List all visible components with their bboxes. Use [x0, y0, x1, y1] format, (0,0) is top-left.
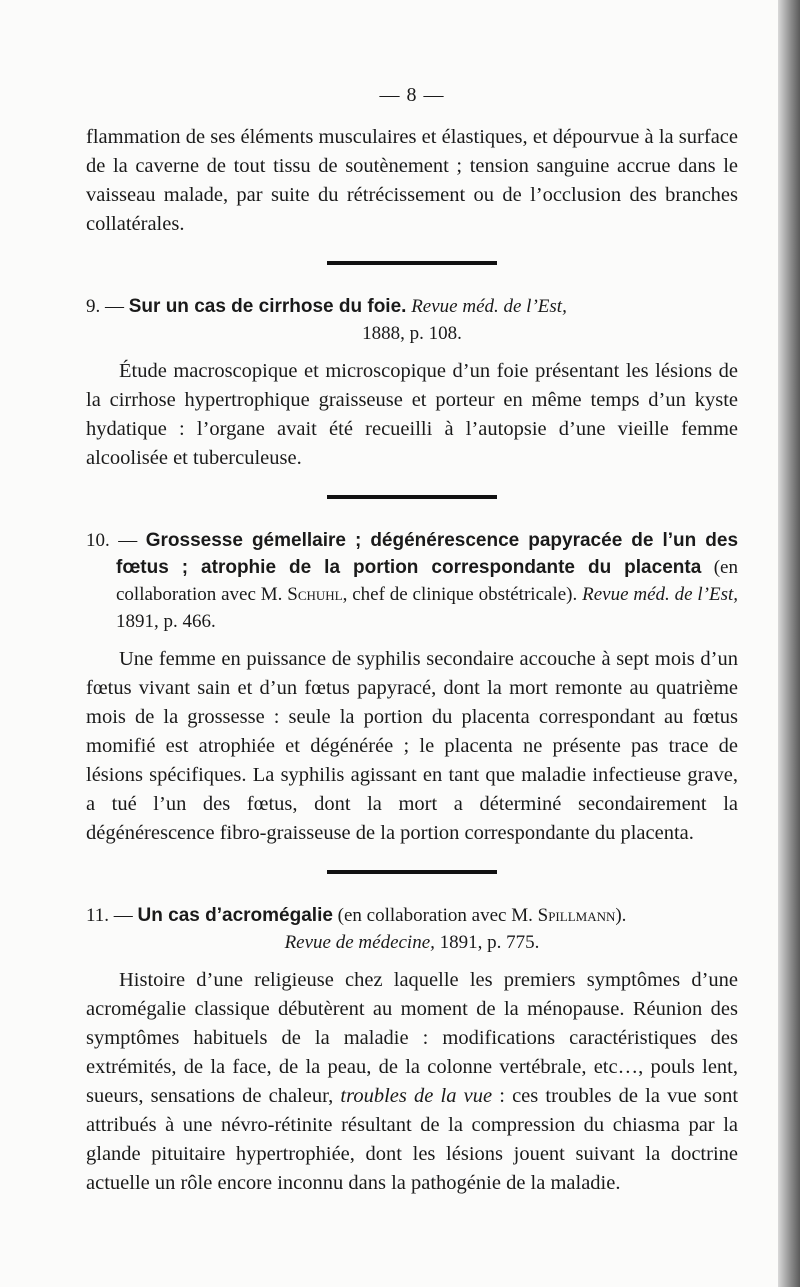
entry-10-number: 10. —	[86, 530, 138, 551]
entry-11-body-part2: : ces troubles de la vue sont attribués à une névro-rétinite résultant de la compression du chiasma par la glande pituitaire hypertrophiée, dont les lésions jouent suivant la doctrine actuelle un rôle encore inconnu dans la pathogénie de la maladie.	[86, 1085, 739, 1194]
entry-11-body-part1: Histoire d’une religieuse chez laquelle les premiers symptômes d’une acromégalie classique débutèrent au moment de la ménopause. Réunion des symptômes habituels de la maladie : modifications caractéristiques des extrémités, de la face, de la peau, de la colonne vertébrale, etc…, pouls lent, sueurs, sensations de chaleur,	[86, 969, 738, 1107]
entry-11-collab-name: Spillmann).	[537, 905, 627, 926]
page-number: — 8 —	[379, 84, 445, 106]
entry-9-number: 9. —	[86, 296, 124, 317]
entry-11-body	[86, 966, 738, 1198]
entry-9-journal: Revue méd. de l’Est,	[411, 296, 567, 317]
scan-edge-shadow	[778, 0, 800, 1287]
entry-9	[86, 293, 738, 473]
entry-10-body: Une femme en puissance de syphilis secondaire accouche à sept mois d’un fœtus vivant sain et d’un fœtus papyracé, dont la mort remonte au quatrième mois de la grossesse : seule la portion du placenta correspondant au fœtus momifié est atrophiée et dégénérée ; le placenta ne présente pas trace de lésions spécifiques. La syphilis agissant en tant que maladie infectieuse grave, a tué l’un des fœtus, dont la mort a déterminé secondairement la dégénérescence fibro-graisseuse de la portion correspondante du placenta.	[86, 648, 738, 844]
entry-10-collab-suffix: chef de clinique obstétricale).	[352, 584, 578, 605]
entry-11-collab-prefix: (en collaboration avec M.	[337, 905, 533, 926]
intro-paragraph: flammation de ses éléments musculaires et élastiques, et dépourvue à la surface de la caverne de tout tissu de soutènement ; tension sanguine accrue dans le vaisseau malade, par suite du rétrécissement ou de l’occlusion des branches collatérales.	[86, 126, 738, 235]
entry-10-title: Grossesse gémellaire ; dégénérescence papyracée de l’un des fœtus ; atrophie de la portion correspondante du placenta	[116, 530, 739, 578]
entry-9-body: Étude macroscopique et microscopique d’un foie présentant les lésions de la cirrhose hypertrophique graisseuse et porteur en même temps d’un kyste hydatique : l’organe avait été recueilli à l’autopsie d’une vieille femme alcoolisée et tuberculeuse.	[86, 360, 738, 469]
entry-10	[86, 527, 738, 848]
page-content	[86, 84, 738, 1198]
entry-9-heading	[86, 293, 738, 347]
section-divider	[327, 870, 497, 874]
entry-11-heading	[86, 902, 738, 956]
entry-9-source-detail: 1888, p. 108.	[362, 323, 462, 344]
entry-9-title: Sur un cas de cirrhose du foie.	[128, 296, 407, 317]
entry-11-body-italic: troubles de la vue	[340, 1085, 493, 1107]
entry-10-collab-prefix: (en collaboration avec M.	[116, 557, 738, 605]
entry-11-number: 11. —	[86, 905, 133, 926]
entry-11-journal: Revue de médecine,	[284, 932, 435, 953]
entry-10-heading	[86, 527, 738, 635]
entry-10-journal: Revue méd. de l’Est,	[582, 584, 739, 605]
entry-10-collab-name: Schuhl,	[287, 584, 348, 605]
entry-11-source-detail: 1891, p. 775.	[439, 932, 540, 953]
entry-11-title: Un cas d’acromégalie	[137, 905, 333, 926]
section-divider	[327, 495, 497, 499]
entry-10-source-detail: 1891, p. 466.	[116, 611, 216, 632]
entry-11	[86, 902, 738, 1198]
section-divider	[327, 261, 497, 265]
